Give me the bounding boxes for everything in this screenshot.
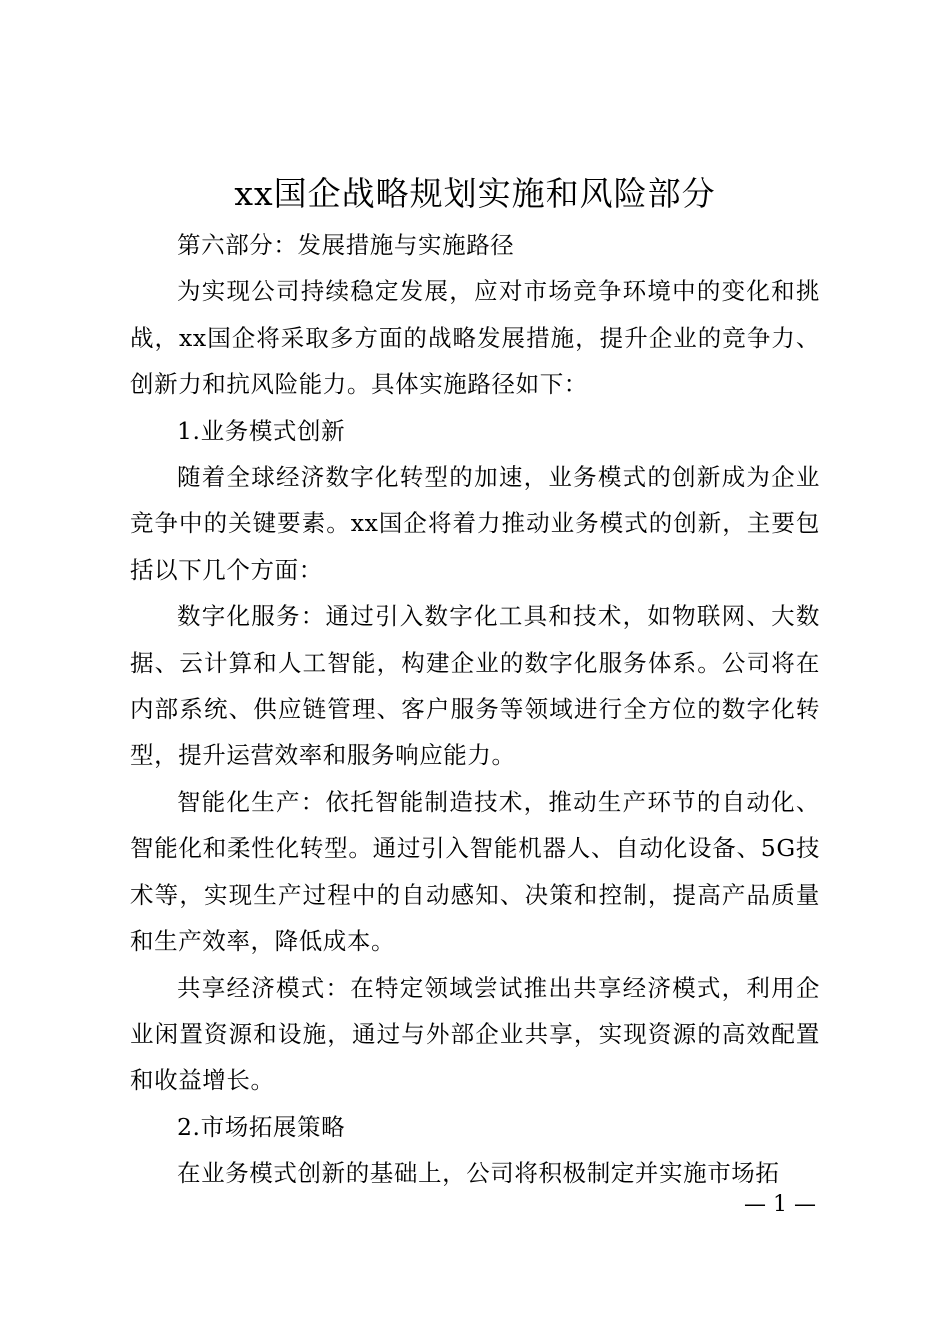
intro-paragraph: 为实现公司持续稳定发展，应对市场竞争环境中的变化和挑战，xx国企将采取多方面的战略发展措施，提升企业的竞争力、创新力和抗风险能力。具体实施路径如下： [130, 277, 820, 399]
document-body [130, 222, 820, 1197]
sharing-economy-paragraph: 共享经济模式：在特定领域尝试推出共享经济模式，利用企业闲置资源和设施，通过与外部企业共享，实现资源的高效配置和收益增长。 [130, 973, 820, 1095]
digital-service-paragraph: 数字化服务：通过引入数字化工具和技术，如物联网、大数据、云计算和人工智能，构建企业的数字化服务体系。公司将在内部系统、供应链管理、客户服务等领域进行全方位的数字化转型，提升运营效率和服务响应能力。 [130, 602, 820, 770]
document-title: xx国企战略规划实施和风险部分 [234, 174, 716, 213]
business-model-intro-paragraph: 随着全球经济数字化转型的加速，业务模式的创新成为企业竞争中的关键要素。xx国企将着力推动业务模式的创新，主要包括以下几个方面： [130, 463, 820, 584]
market-expansion-paragraph: 在业务模式创新的基础上，公司将积极制定并实施市场拓 [177, 1159, 780, 1188]
subsection-heading-market-expansion: 2.市场拓展策略 [177, 1112, 346, 1141]
section-heading: 第六部分：发展措施与实施路径 [177, 231, 515, 259]
smart-production-paragraph: 智能化生产：依托智能制造技术，推动生产环节的自动化、智能化和柔性化转型。通过引入智能机器人、自动化设备、5G技术等，实现生产过程中的自动感知、决策和控制，提高产品质量和生产效率，降低成本。 [130, 787, 820, 956]
page-number: — 1 — [744, 1192, 816, 1217]
subsection-heading-business-model: 1.业务模式创新 [177, 416, 346, 445]
